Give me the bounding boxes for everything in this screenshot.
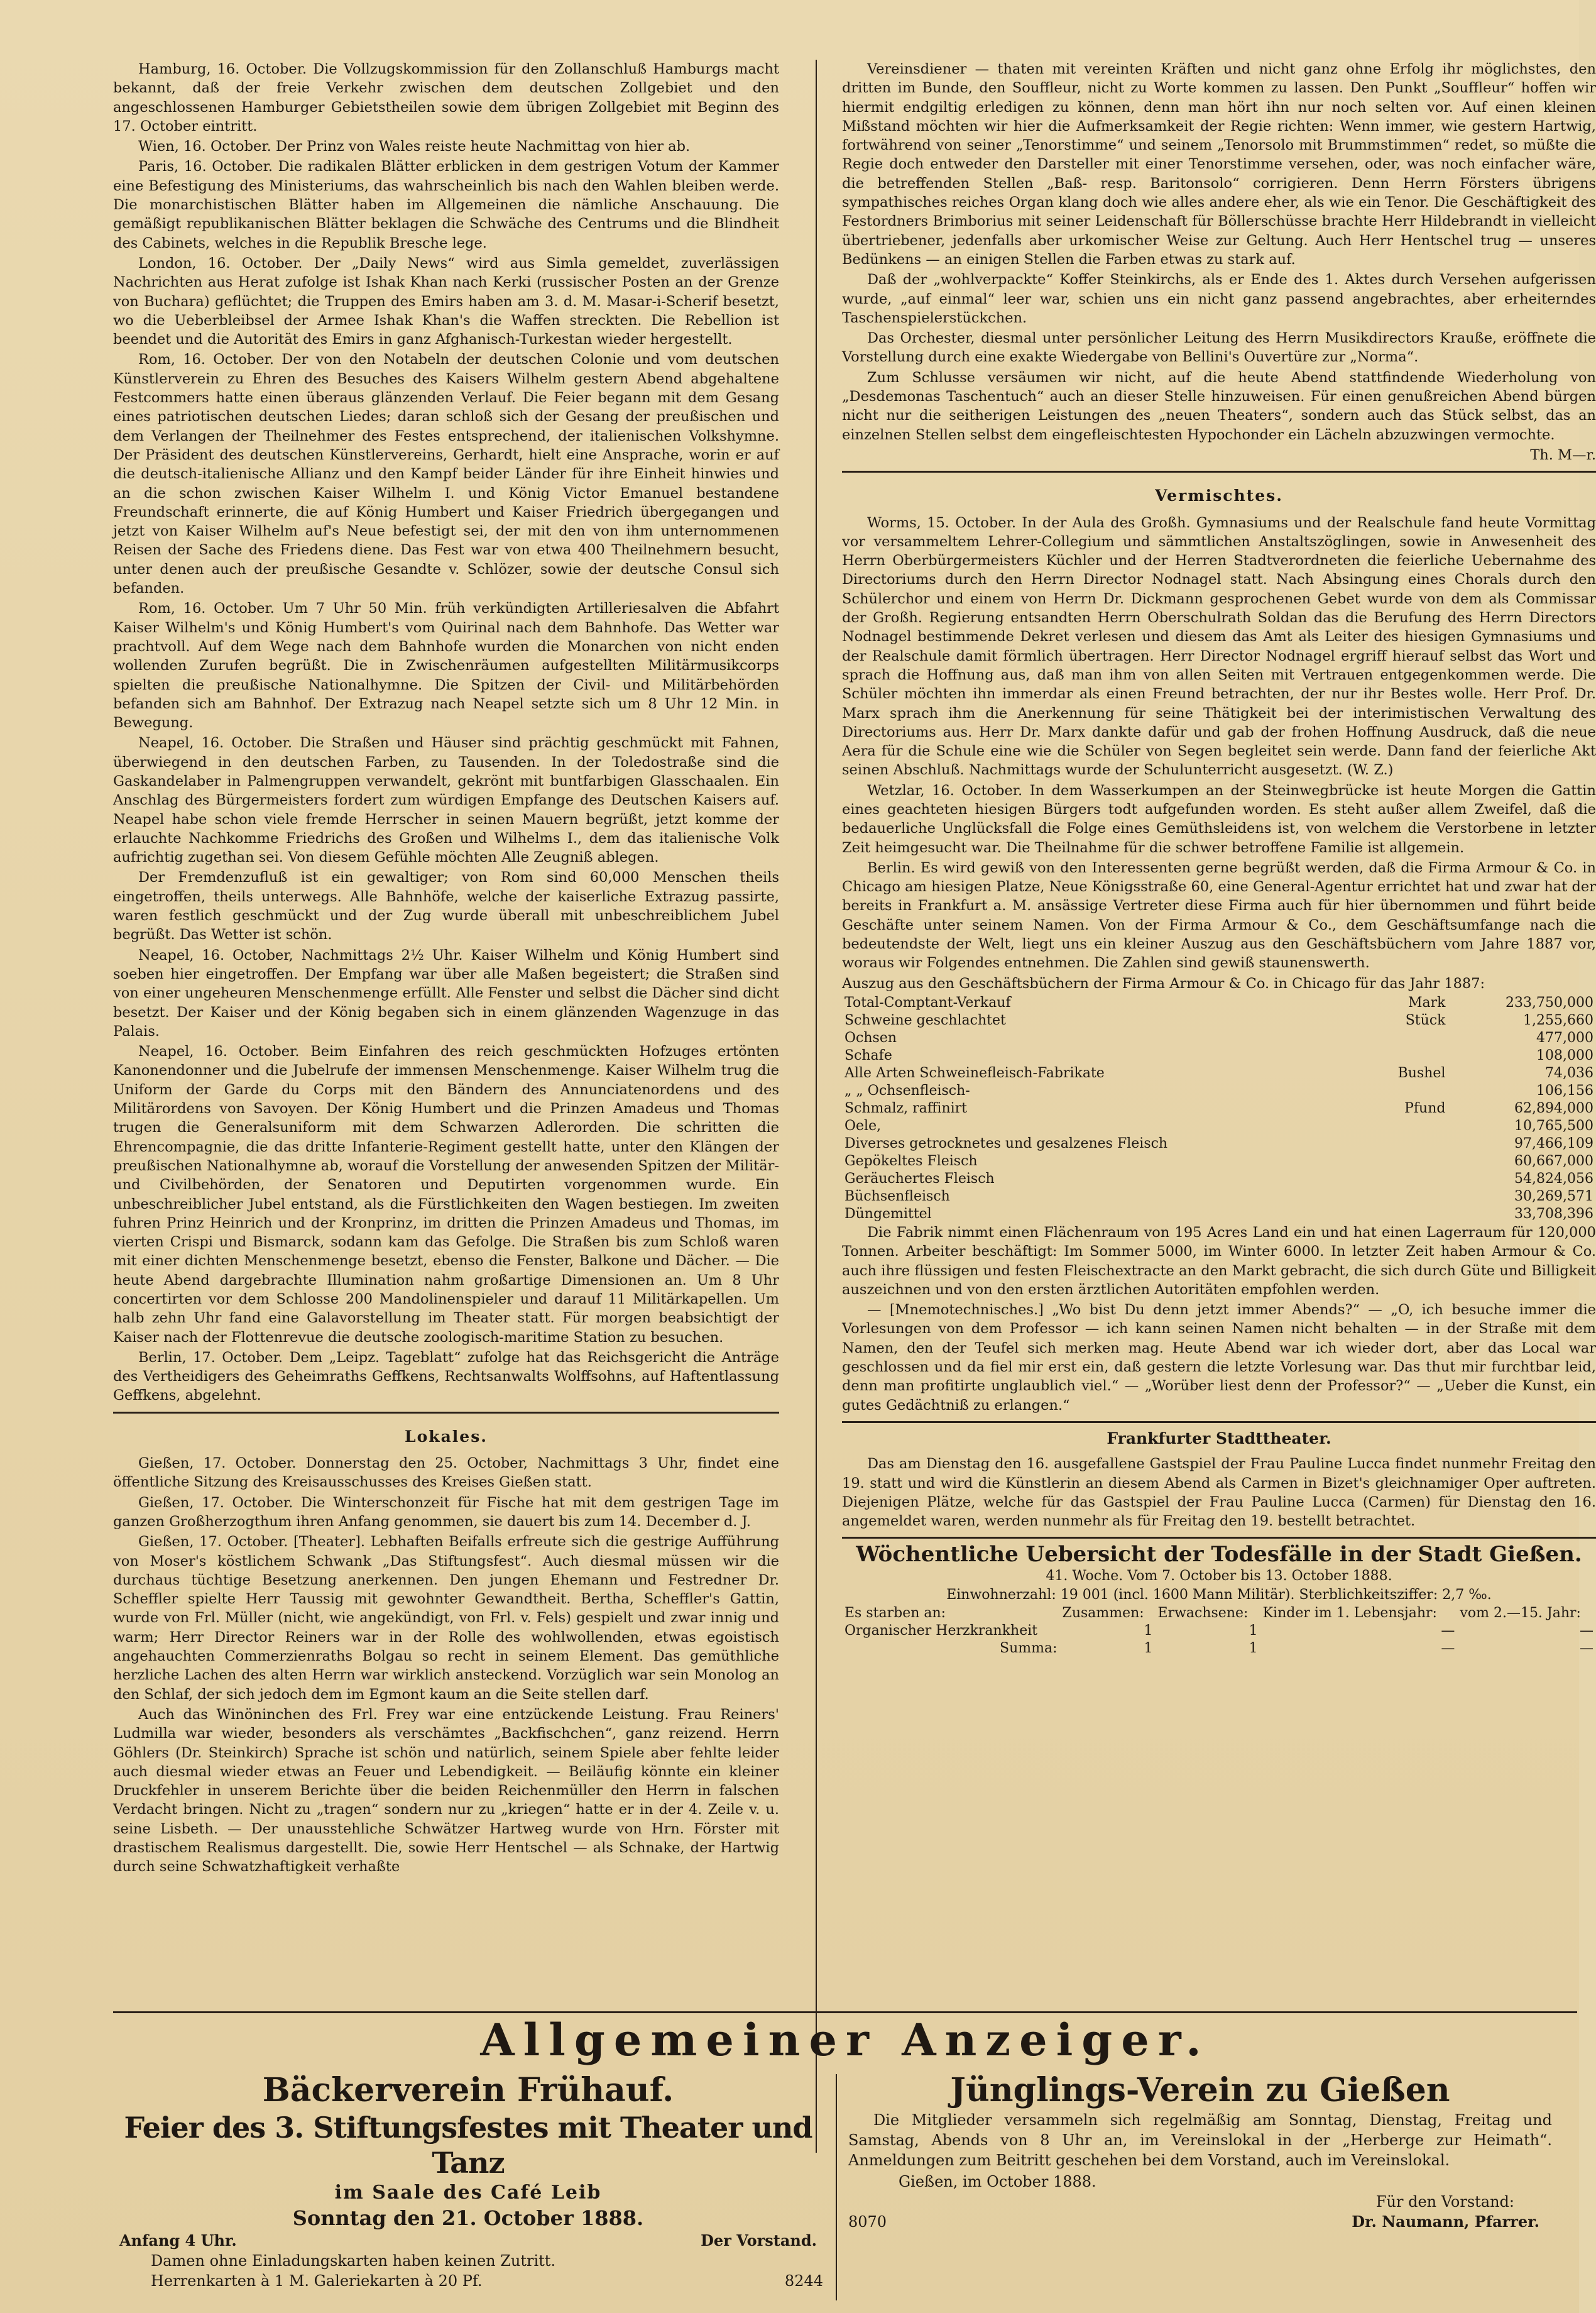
table-row — [842, 1082, 1596, 1100]
auszug-label: „ „ Ochsenfleisch- — [844, 1082, 970, 1099]
ad-baeckerverein — [113, 2071, 823, 2291]
table-row — [842, 994, 1596, 1012]
lokales-list — [113, 1454, 779, 1877]
auszug-unit — [1364, 1030, 1448, 1047]
news-item: Neapel, 16. October. Die Straßen und Häuser sind prächtig geschmückt mit Fahnen, überwiegend in den deutschen Farben, zu Tausenden. In der Toledostraße sind die Gaskandelaber in Palmengruppen verwandelt, gekrönt mit buntfarbigen Glasschaalen. Ein Anschlag des Bürgermeisters fordert zum würdigen Empfange des Deutschen Kaisers auf. Neapel habe schon viele fremde Herrscher in seinen Mauern begrüßt, jetzt komme der erlauchte Nachkomme Friedrichs des Großen und Wilhelms I., dem das italienische Volk aufrichtig zugethan sei. Von diesem Gefühle möchten Alle Zeugniß ablegen. — [113, 735, 779, 866]
ad-left-num: 8244 — [784, 2272, 823, 2290]
auszug-label: Geräuchertes Fleisch — [844, 1170, 995, 1187]
advertisement-section — [113, 2011, 1577, 2307]
auszug-label: Alle Arten Schweinefleisch-Fabrikate — [844, 1065, 1105, 1081]
auszug-value: 108,000 — [1536, 1047, 1593, 1063]
deaths-table — [842, 1605, 1596, 1657]
after-table-text — [842, 1223, 1596, 1415]
table-row — [842, 1188, 1596, 1206]
deaths-col-children: vom 2.—15. Jahr: — [1460, 1605, 1581, 1622]
news-item: Der Fremdenzufluß ist ein gewaltiger; von Rom sind 60,000 Menschen theils eingetroffen, theils unterwegs. Alle Bahnhöfe, welche der kaiserliche Extrazug passirte, waren festlich geschmückt und der Zug wurde überall mit unbeschreiblichem Jubel begrüßt. Das Wetter ist schön. — [113, 869, 779, 943]
ad-right-num: 8070 — [848, 2213, 887, 2231]
cell: 1 — [1249, 1623, 1258, 1639]
table-row — [842, 1030, 1596, 1047]
vermischtes-list — [842, 514, 1596, 973]
ad-left-line2: Feier des 3. Stiftungsfestes mit Theater und Tanz — [124, 2111, 812, 2180]
auszug-value: 233,750,000 — [1506, 994, 1593, 1011]
lokales-item: Gießen, 17. October. [Theater]. Lebhaften Beifalls erfreute sich die gestrige Aufführung von Moser's köstlichem Schwank „Das Stiftungsfest“. Auch diesmal müssen wir die durchaus tüchtige Besetzung anerkennen. Den jungen Ehemann und Festredner Dr. Scheffler spielte Herr Taussig mit gewohnter Gewandtheit. Bertha, Scheffler's Gattin, wurde von Frl. Müller (nicht, wie angekündigt, von Frl. v. Fels) gespielt und zwar innig und warm; Herr Director Reiners war in der Rolle des wohlwollenden, etwas egoistisch angehauchten Commerzienraths Bolgau so recht in seinem Element. Das gemüthliche herzliche Lachen des alten Herrn war wirklich ansteckend. Vorzüglich war sein Monolog an den Schlaf, der sich jedoch dem im Egmont kaum an die Seite stellen darf. — [113, 1534, 779, 1703]
table-row — [842, 1622, 1596, 1640]
ad-right-title: Jünglings-Verein zu Gießen — [950, 2071, 1450, 2109]
auszug-unit — [1364, 1047, 1448, 1065]
ad-left-line4: Sonntag den 21. October 1888. — [292, 2206, 644, 2230]
auszug-unit: Pfund — [1404, 1100, 1446, 1116]
ad-left-line3: im Saale des Café Leib — [334, 2182, 602, 2204]
news-item: Paris, 16. October. Die radikalen Blätter erblicken in dem gestrigen Votum der Kammer eine Befestigung des Ministeriums, das wahrscheinlich bis nach den Wahlen bleiben werde. Die monarchistischen Blätter haben im Allgemeinen die nämliche Anschauung. Die gemäßigt republikanischen Blätter beklagen die Schwäche des Centrums und die Blindheit des Cabinets, welches in die Republik Bresche lege. — [113, 158, 779, 251]
deaths-col-cause: Es starben an: — [844, 1605, 946, 1622]
auszug-value: 74,036 — [1545, 1065, 1593, 1081]
table-row — [842, 1100, 1596, 1118]
cell: Summa: — [1000, 1640, 1058, 1657]
theater-heading: Frankfurter Stadttheater. — [1107, 1429, 1331, 1448]
news-item: Wien, 16. October. Der Prinz von Wales reiste heute Nachmittag von hier ab. — [138, 138, 691, 155]
review-paragraph: Vereinsdiener — thaten mit vereinten Kräften und nicht ganz ohne Erfolg ihr möglichstes, den dritten im Bunde, den Souffleur, nicht zu Worte kommen zu lassen. Den Punkt „Souffleur“ hoffen wir hiermit endgiltig erledigen zu können, denn man hört ihn nur noch selten vor. Auf einen kleinen Mißstand möchten wir hier die Aufmerksamkeit der Regie richten: Wenn immer, wie gestern Hartwig, fortwährend von seiner „Tenorstimme“ und seinem „Tenorsolo mit Brummstimmen“ redet, so müßte die Regie doch entweder den Darsteller mit einer Tenorstimme versehen, oder, was noch einfacher wäre, die betreffenden Stellen „Baß- resp. Baritonsolo“ corrigieren. Denn Herrn Försters übrigens sympathisches reiches Organ klang doch wie alles andere eher, als wie ein Tenor. Die Geschäftigkeit des Festordners Brimborius mit seiner Leidenschaft für Böllerschüsse brachte Herr Hildebrandt in vielleicht übertriebener, jedenfalls aber urkomischer Weise zur Geltung. Auch Herr Hentschel trug — unseres Bedünkens — an einigen Stellen die Farben etwas zu stark auf. — [842, 61, 1596, 268]
lokales-item: Auch das Winöninchen des Frl. Frey war eine entzückende Leistung. Frau Reiners' Ludmilla war wieder, besonders als verschämtes „Backfischchen“, ganz reizend. Herrn Göhlers (Dr. Steinkirch) Sprache ist schön und natürlich, seinem Spiele aber fehlte leider auch diesmal wieder etwas an Feuer und Lebendigkeit. — Beiläufig könnte ein kleiner Druckfehler in unserem Berichte über die beiden Reichenmüller den Herrn in falschen Verdacht bringen. Nicht zu „tragen“ sondern nur zu „kriegen“ hatte er in der 4. Zeile v. u. seine Lisbeth. — Der unausstehliche Schwätzer Hartweg wurde von Hrn. Förster mit drastischem Realismus dargestellt. Die, sowie Herr Hentschel — als Schnake, der Hartwig durch seine Schwatzhaftigkeit verhaßte — [113, 1706, 779, 1876]
right-column — [842, 60, 1596, 1657]
review-signature: Th. M—r. — [1530, 446, 1596, 463]
auszug-unit: Bushel — [1397, 1065, 1446, 1081]
auszug-label: Gepökeltes Fleisch — [844, 1153, 978, 1169]
auszug-heading: Auszug aus den Geschäftsbüchern der Firma Armour & Co. in Chicago für das Jahr 1887: — [842, 975, 1485, 992]
deaths-week: 41. Woche. Vom 7. October bis 13. October 1888. — [1046, 1568, 1392, 1584]
auszug-unit — [1364, 1082, 1448, 1100]
ad-left-start: Anfang 4 Uhr. — [119, 2231, 237, 2250]
ad-right-date: Gießen, im October 1888. — [899, 2173, 1096, 2190]
auszug-value: 1,255,660 — [1523, 1012, 1593, 1028]
lokales-item: Gießen, 17. October. Donnerstag den 25. October, Nachmittags 3 Uhr, findet eine öffentliche Sitzung des Kreisausschusses des Kreises Gießen statt. — [113, 1455, 779, 1491]
auszug-label: Büchsenfleisch — [844, 1188, 950, 1204]
left-column — [113, 60, 779, 1878]
table-row — [842, 1118, 1596, 1135]
cell: — — [1441, 1640, 1455, 1657]
news-item: Hamburg, 16. October. Die Vollzugskommission für den Zollanschluß Hamburgs macht bekannt, daß der freie Verkehr zwischen dem deutschen Zollgebiet und den angeschlossenen Hamburger Gebietstheilen sowie dem übrigen Zollgebiet mit Beginn des 17. October eintritt. — [113, 61, 779, 135]
table-row — [842, 1170, 1596, 1188]
auszug-label: Diverses getrocknetes und gesalzenes Fleisch — [844, 1135, 1168, 1151]
table-row — [842, 1135, 1596, 1153]
table-row — [842, 1153, 1596, 1170]
rule — [842, 1537, 1596, 1539]
theater-text: Das am Dienstag den 16. ausgefallene Gastspiel der Frau Pauline Lucca findet nunmehr Freitag den 19. statt und wird die Künstlerin an diesem Abend als Carmen in Bizet's gleichnamiger Oper auftreten. Diejenigen Plätze, welche für das Gastspiel der Frau Pauline Lucca (Carmen) für Dienstag den 16. angemeldet waren, werden nunmehr als für Freitag den 19. bestellt betrachtet. — [842, 1456, 1596, 1530]
auszug-unit — [1364, 1188, 1448, 1206]
cell: — — [1441, 1623, 1455, 1639]
cell: Organischer Herzkrankheit — [844, 1623, 1038, 1639]
ad-divider — [836, 2074, 837, 2300]
table-row — [842, 1012, 1596, 1030]
ad-left-row — [113, 2231, 823, 2251]
lokales-item: Gießen, 17. October. Die Winterschonzeit für Fische hat mit dem gestrigen Tage im ganzen Großherzogthum ihren Anfang genommen, sie dauert bis zum 14. December d. J. — [113, 1494, 779, 1530]
cell: 1 — [1144, 1640, 1153, 1657]
auszug-label: Total-Comptant-Verkauf — [844, 994, 1011, 1011]
auszug-value: 54,824,056 — [1514, 1170, 1593, 1187]
auszug-unit — [1364, 1135, 1448, 1153]
review-paragraph: Das Orchester, diesmal unter persönlicher Leitung des Herrn Musikdirectors Krauße, eröffnete die Vorstellung durch eine exakte Wiedergabe von Bellini's Ouvertüre zur „Norma“. — [842, 330, 1596, 366]
auszug-label: Oele, — [844, 1118, 882, 1134]
news-item: London, 16. October. Der „Daily News“ wird aus Simla gemeldet, zuverlässigen Nachrichten aus Herat zufolge ist Ishak Khan nach Kerki (russischer Posten an der Grenze von Buchara) geflüchtet; die Truppen des Emirs haben am 3. d. M. Masar-i-Scherif besetzt, wo die Ueberbleibsel der Armee Ishak Khan's die Waffen streckten. Die Rebellion ist beendet und die Autorität des Emirs in ganz Afghanisch-Turkestan wieder hergestellt. — [113, 255, 779, 348]
ad-right-row — [848, 2212, 1552, 2232]
vermischtes-item: Worms, 15. October. In der Aula des Großh. Gymnasiums und der Realschule fand heute Vormittag vor versammeltem Lehrer-Collegium und sämmtlichen Anstaltszöglingen, sowie in Anwesenheit des Herrn Oberbürgermeisters Küchler und der Herren Stadtverordneten die feierliche Uebernahme des Directoriums durch den Herrn Director Nodnagel statt. Nach Absingung eines Chorals durch den Schülerchor und einem von Herrn Dr. Dickmann gesprochenen Gebet wurde von dem als Commissar der Großh. Regierung entsandten Herrn Oberschulrath Soldan das die Berufung des Herrn Directors Nodnagel bestimmende Dekret verlesen und diesem das Amt als Leiter des hiesigen Gymnasiums und der Realschule damit förmlich übertragen. Herr Director Nodnagel ergriff hierauf selbst das Wort und sprach die Hoffnung aus, daß man ihm von allen Seiten mit Vertrauen entgegenkommen werde. Die Schüler möchten ihn immerdar als einen Freund betrachten, der nur ihr Bestes wolle. Herr Prof. Dr. Marx sprach ihm die Anerkennung für seine Thätigkeit bei der interimistischen Verwaltung des Directoriums aus. Herr Dr. Marx dankte dafür und gab der frohen Hoffnung Ausdruck, daß die neue Aera für die Schule eine wie die Schüler von Segen begleitet sein werde. Dann fand der feierliche Akt seinen Abschluß. Nachmittags wurde der Schulunterricht ausgesetzt. (W. Z.) — [842, 514, 1596, 779]
column-divider — [816, 60, 817, 2153]
ad-left-board: Der Vorstand. — [701, 2231, 817, 2250]
review-paragraph: Zum Schlusse versäumen wir nicht, auf die heute Abend stattfindende Wiederholung von „Desdemonas Taschentuch“ auch an dieser Stelle hinzuweisen. Für einen genußreichen Abend bürgen nicht nur die seitherigen Leistungen des „neuen Theaters“, sondern auch das Stück selbst, das an einzelnen Stellen selbst dem eingefleischtesten Hypochonder ein Lächeln abzuzwingen vermochte. — [842, 369, 1596, 443]
ad-left-row2 — [113, 2271, 823, 2291]
table-row — [842, 1206, 1596, 1223]
ad-right-for: Für den Vorstand: — [1375, 2193, 1514, 2211]
rule — [113, 1412, 779, 1414]
deaths-population: Einwohnerzahl: 19 001 (incl. 1600 Mann Militär). Sterblichkeitsziffer: 2,7 ‰. — [946, 1587, 1492, 1603]
auszug-label: Schmalz, raffinirt — [844, 1100, 968, 1116]
auszug-unit — [1364, 1153, 1448, 1170]
table-row-sum — [842, 1640, 1596, 1657]
vermischtes-item: Wetzlar, 16. October. In dem Wasserkumpen an der Steinwegbrücke ist heute Morgen die Gattin eines geachteten hiesigen Bürgers todt aufgefunden worden. Es steht außer allem Zweifel, daß die bedauerliche Unglücksfall die Folge eines Gemüthsleidens ist, von welchem die Verstorbene in letzter Zeit heimgesucht war. Die Theilnahme für die schwer betroffene Familie ist allgemein. — [842, 782, 1596, 856]
vermischtes-item: — [Mnemotechnisches.] „Wo bist Du denn jetzt immer Abends?“ — „O, ich besuche immer die Vorlesungen von dem Professor — ich kann seinen Namen nicht behalten — in der Straße mit dem Namen, den der Teufel sich merken mag. Heute Abend war ich wieder dort, aber das Local war geschlossen und da fiel mir erst ein, daß gestern die letzte Vorlesung war. Das thut mir furchtbar leid, denn man profitirte unglaublich viel.“ — „Worüber liest denn der Professor?“ — „Ueber die Kunst, ein gutes Gedächtniß zu erlangen.“ — [842, 1302, 1596, 1414]
cell: 1 — [1249, 1640, 1258, 1657]
theater-review — [842, 60, 1596, 444]
review-paragraph: Daß der „wohlverpackte“ Koffer Steinkirchs, als er Ende des 1. Aktes durch Versehen aufgerissen wurde, „auf einmal“ leer war, schien uns ein nicht ganz passend angebrachtes, aber erheiterndes Taschenspielerstückchen. — [842, 272, 1596, 326]
left-news-list — [113, 60, 779, 1405]
auszug-label: Schweine geschlachtet — [844, 1012, 1006, 1028]
news-item: Berlin, 17. October. Dem „Leipz. Tageblatt“ zufolge hat das Reichsgericht die Anträge des Vertheidigers des Geheimraths Geffkens, Rechtsanwalts Wolffsohns, auf Haftentlassung Geffkens, abgelehnt. — [113, 1349, 779, 1404]
auszug-unit — [1364, 1170, 1448, 1188]
ad-left-line5: Damen ohne Einladungskarten haben keinen Zutritt. — [151, 2252, 556, 2270]
ad-right-signature: Dr. Naumann, Pfarrer. — [1352, 2212, 1539, 2231]
news-item: Neapel, 16. October. Beim Einfahren des reich geschmückten Hofzuges ertönten Kanonendonner und die Jubelrufe der immensen Menschenmenge. Kaiser Wilhelm trug die Uniform der Garde du Corps mit den Bändern des Annunciatenordens und des Militärordens von Savoyen. Der König Humbert und die Prinzen Amadeus und Thomas trugen die Generalsuniform mit dem Schwarzen Adlerorden. Die schritten die Ehrencompagnie, die das dritte Infanterie-Regiment gestellt hatte, unter den Klängen der preußischen Nationalhymne ab, worauf die Vorstellung der anwesenden Spitzen der Militär- und Civilbehörden, der Senatoren und Deputirten vorgenommen wurde. Ein unbeschreiblicher Jubel entstand, als die Fürstlichkeiten den Wagen bestiegen. Im zweiten fuhren Prinz Heinrich und der Kronprinz, im dritten die Prinzen Amadeus und Thomas, im vierten Crispi und Bismarck, sodann kam das Gefolge. Die Straßen bis zum Schloß waren mit einer dichten Menschenmenge besetzt, ebenso die Fenster, Balkone und Dächer. — Die heute Abend dargebrachte Illumination nahm großartige Dimensionen an. Um 8 Uhr concertirten vor dem Schlosse 200 Mandolinenspieler und darauf 11 Militärkapellen. Um halb zehn Uhr fand eine Galavorstellung im Theater statt. Für morgen beabsichtigt der Kaiser nach der Flottenrevue die deutsche zoologisch-maritime Station zu besuchen. — [113, 1043, 779, 1346]
auszug-value: 60,667,000 — [1514, 1153, 1593, 1169]
auszug-label: Ochsen — [844, 1030, 897, 1046]
cell: 1 — [1144, 1623, 1153, 1639]
auszug-value: 97,466,109 — [1514, 1135, 1593, 1151]
deaths-col-adults: Erwachsene: — [1157, 1605, 1249, 1622]
news-item: Rom, 16. October. Der von den Notabeln der deutschen Colonie und vom deutschen Künstlerverein zu Ehren des Besuches des Kaisers Wilhelm gestern Abend abgehaltene Festcommers hatte einen überaus glänzenden Verlauf. Die Feier begann mit dem Gesang eines patriotischen deutschen Liedes; daran schloß sich der Gesang der preußischen und dem Verlangen der Theilnehmer des Festes entsprechend, der italienischen Volkshymne. Der Präsident des deutschen Künstlervereins, Gerhardt, hielt eine Ansprache, worin er auf die deutsch-italienische Allianz und den Kampf beider Länder für ihre Einheit hinwies und an die schon zwischen Kaiser Wilhelm I. und König Victor Emanuel bestandene Freundschaft erinnerte, die auf König Humbert und Kaiser Friedrich übergegangen und jetzt von Kaiser Wilhelm auf's Neue befestigt sei, der mit den von ihm unternommenen Reisen der Sache des Friedens diene. Das Fest war von etwa 400 Theilnehmern besucht, unter denen auch der preußische Gesandte v. Schlözer, sowie der deutsche Consul sich befanden. — [113, 351, 779, 597]
deaths-col-infants: Kinder im 1. Lebensjahr: — [1262, 1605, 1437, 1622]
auszug-label: Schafe — [844, 1047, 892, 1063]
auszug-value: 477,000 — [1536, 1030, 1593, 1046]
deaths-col-total: Zusammen: — [1062, 1605, 1144, 1622]
deaths-heading: Wöchentliche Uebersicht der Todesfälle in der Stadt Gießen. — [856, 1542, 1582, 1568]
ad-juenglingsverein — [848, 2071, 1552, 2232]
table-row — [842, 1047, 1596, 1065]
auszug-label: Düngemittel — [844, 1206, 932, 1222]
auszug-value: 30,269,571 — [1514, 1188, 1593, 1204]
ad-left-line6: Herrenkarten à 1 M. Galeriekarten à 20 Pf. — [151, 2272, 483, 2290]
rule — [842, 1421, 1596, 1423]
advertisement-title: Allgemeiner Anzeiger. — [480, 2014, 1210, 2066]
auszug-value: 10,765,500 — [1514, 1118, 1593, 1134]
ad-right-text: Die Mitglieder versammeln sich regelmäßig am Sonntag, Dienstag, Freitag und Samstag, Abends von 8 Uhr an, im Vereinslokal in der „Herberge zur Heimath“. Anmeldungen zum Beitritt geschehen bei dem Vorstand, auch im Vereinslokal. — [848, 2111, 1552, 2169]
lokales-heading: Lokales. — [405, 1427, 488, 1446]
vermischtes-heading: Vermischtes. — [1155, 486, 1283, 505]
cell: — — [1580, 1640, 1593, 1657]
auszug-value: 62,894,000 — [1514, 1100, 1593, 1116]
auszug-unit: Stück — [1405, 1012, 1446, 1028]
rule — [842, 471, 1596, 473]
auszug-value: 106,156 — [1536, 1082, 1593, 1099]
news-item: Neapel, 16. October, Nachmittags 2½ Uhr. Kaiser Wilhelm und König Humbert sind soeben hier eingetroffen. Der Empfang war über alle Maßen begeistert; die Straßen sind von einer ungeheuren Menschenmenge erfüllt. Alle Fenster und selbst die Dächer sind dicht besetzt. Der Kaiser und der König begaben sich in einem glänzenden Wagenzuge in das Palais. — [113, 947, 779, 1040]
auszug-table — [842, 994, 1596, 1223]
auszug-value: 33,708,396 — [1514, 1206, 1593, 1222]
vermischtes-item: Die Fabrik nimmt einen Flächenraum von 195 Acres Land ein und hat einen Lagerraum für 120,000 Tonnen. Arbeiter beschäftigt: Im Sommer 5000, im Winter 6000. In letzter Zeit haben Armour & Co. auch ihre flüssigen und festen Fleischextracte an den Markt gebracht, die sich durch Güte und Billigkeit auszeichnen und von den ersten ärztlichen Autoritäten empfohlen werden. — [842, 1224, 1596, 1298]
news-item: Rom, 16. October. Um 7 Uhr 50 Min. früh verkündigten Artilleriesalven die Abfahrt Kaiser Wilhelm's und König Humbert's vom Quirinal nach dem Bahnhofe. Das Wetter war prachtvoll. Auf dem Wege nach dem Bahnhofe wurden die Monarchen von nicht enden wollenden Zurufen begrüßt. Die in Zwischenräumen aufgestellten Militärmusikcorps spielten die preußische Nationalhymne. Die Spitzen der Civil- und Militärbehörden befanden sich am Bahnhof. Der Extrazug nach Neapel setzte sich um 8 Uhr 12 Min. in Bewegung. — [113, 600, 779, 732]
auszug-unit — [1364, 1118, 1448, 1135]
ad-left-line1: Bäckerverein Frühauf. — [262, 2071, 674, 2109]
table-row — [842, 1065, 1596, 1082]
cell: — — [1580, 1623, 1593, 1639]
auszug-unit — [1364, 1206, 1448, 1223]
auszug-unit: Mark — [1407, 994, 1446, 1011]
vermischtes-item: Berlin. Es wird gewiß von den Interessenten gerne begrüßt werden, daß die Firma Armour & Co. in Chicago am hiesigen Platze, Neue Königsstraße 60, eine General-Agentur errichtet hat und zwar hat der bereits in Frankfurt a. M. ansässige Vertreter diese Firma auch für hier übernommen und führt beide Geschäfte unter seinem Namen. Von der Firma Armour & Co., dem Geschäftsumfange nach die bedeutendste der Welt, liegt uns ein kleiner Auszug aus den Geschäftsbüchern vom Jahre 1887 vor, woraus wir Folgendes entnehmen. Die Zahlen sind gewiß staunenswerth. — [842, 859, 1596, 972]
